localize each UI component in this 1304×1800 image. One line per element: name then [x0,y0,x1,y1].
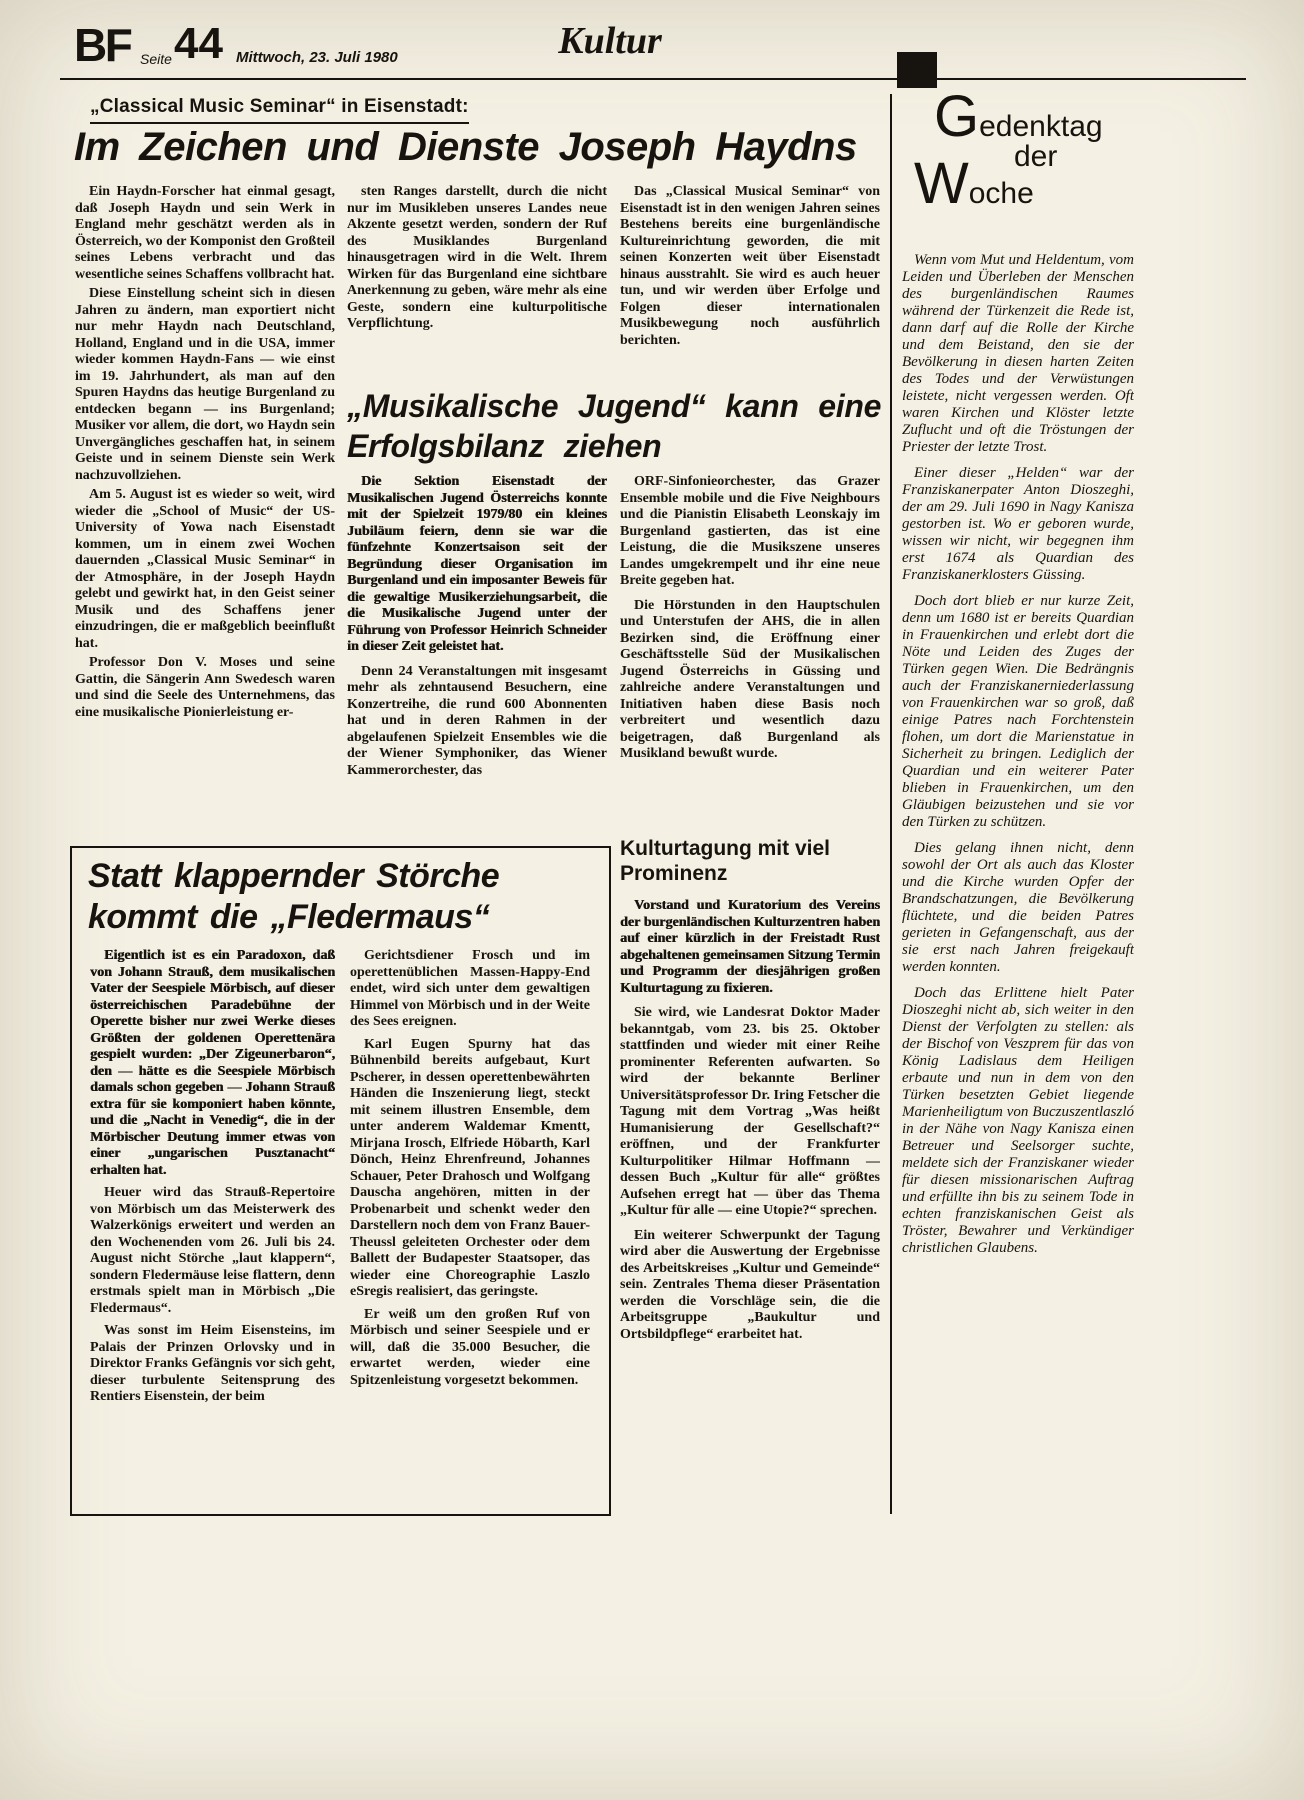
haydn-column-1 [75,184,335,844]
paragraph: Ein Haydn-Forscher hat einmal gesagt, daß Joseph Haydn und sein Werk in England mehr geschätzt werden als in Österreich, wo der Komponist den Großteil seines Lebens verbracht und das wesentliche seines Schaffens vollbracht hat. [75,184,335,282]
paragraph: Eigentlich ist es ein Paradoxon, daß von Johann Strauß, dem musikalischen Vater der Seespiele Mörbisch, auf dieser österreichischen Paradebühne der Operette bisher nur zwei Werke dieses Größten der goldenen Operettenära gespielt wurden: „Der Zigeunerbaron“, den — hätte es die Seespiele Mörbisch damals schon gegeben — Johann Strauß extra für sie komponiert haben könnte, und die „Nacht in Venedig“, die in der Mörbischer Deutung immer etwas von einer „ungarischen Pusztanacht“ erhalten hat. [90,948,335,1178]
haydn-kicker: „Classical Music Seminar“ in Eisenstadt: [90,96,469,124]
jugend-column-2 [620,474,880,834]
section-title: Kultur [558,20,662,62]
paragraph: Denn 24 Veranstaltungen mit insgesamt mehr als zehntausend Besuchern, eine Konzertreihe, die rund 600 Abonnenten hat und in deren Rahmen in der abgelaufenen Spielzeit Ensembles wie die der Wiener Symphoniker, das Wiener Kammerorchester, das [347,663,607,778]
paragraph: Heuer wird das Strauß-Repertoire von Mörbisch um das Meisterwerk des Walzerkönigs erweitert und werden an den Wochenenden vom 26. Juli bis 24. August nicht Störche „laut klappern“, sondern Fledermäuse leise flattern, denn erstmals spielt man in Mörbisch „Die Fledermaus“. [90,1185,335,1316]
gedenktag-logo-line2: der [1014,140,1058,173]
paragraph: Sie wird, wie Landesrat Doktor Mader bekanntgab, vom 23. bis 25. Oktober stattfinden und wieder mit einer Reihe prominenter Referenten aufwarten. So wird der bekannte Berliner Universitätsprofessor Dr. Iring Fetscher die Tagung mit dem Vortrag „Was heißt Humanisierung der Gesellschaft?“ eröffnen, und der Frankfurter Kulturpolitiker Hilmar Hoffmann — dessen Buch „Kultur für alle“ größtes Aufsehen erregt hat — über das Thema „Kultur für alle — eine Utopie?“ sprechen. [620,1005,880,1218]
page-number: 44 [174,19,223,68]
paragraph: ORF-Sinfonieorchester, das Grazer Ensemble mobile und die Five Neighbours und die Pianistin Elisabeth Leonskajy im Burgenland gastierten, das ist eine Leistung, die die Musikszene unseres Landes umgekrempelt und ihr eine neue Breite gegeben hat. [620,474,880,588]
paragraph: Doch dort blieb er nur kurze Zeit, denn um 1680 ist er bereits Quardian in Frauenkirchen und erlebt dort die Nöte und Leiden des Zuges der Türken gegen Wien. Die Bedrängnis auch der Franziskanerniederlassung von Frauenkirchen war so groß, daß einige Patres nach Forchtenstein flohen, um dort die Marienstatue in Sicherheit zu bringen. Lediglich der Quardian und ein weiterer Pater blieben in Frauenkirchen, um den Gläubigen beizustehen und sie vor den Türken zu schützen. [902,593,1134,830]
gedenktag-logo-line3: Woche [914,151,1034,216]
paragraph: Vorstand und Kuratorium des Vereins der burgenländischen Kulturzentren haben auf einer kürzlich in der Freistadt Rust abgehaltenen gemeinsamen Sitzung Termin und Programm der diesjährigen großen Kulturtagung zu fixieren. [620,898,880,996]
paragraph: Was sonst im Heim Eisensteins, im Palais der Prinzen Orlovsky und in Direktor Franks Gefängnis vor sich geht, dieser turbulente Seitensprung des Rentiers Eisenstein, der beim [90,1323,335,1404]
issue-date: Mittwoch, 23. Juli 1980 [236,49,398,66]
paragraph: Karl Eugen Spurny hat das Bühnenbild bereits aufgebaut, Kurt Pscherer, in dessen operettenbewährten Händen die Inszenierung liegt, steckt mit seinem illustren Ensemble, dem unter anderem Waldemar Kmentt, Mirjana Irosch, Elfriede Höbarth, Karl Dönch, Heinz Ehrenfreund, Johannes Schauer, Peter Drahosch und Wolfgang Dauscha angehören, mitten in der Probenarbeit und schenkt weder den Darstellern noch dem von Franz Bauer-Theussl geleiteten Orchester oder dem Ballett der Budapester Staatsoper, das wieder eine Choreographie Laszlo eSregis realisiert, das geringste. [350,1036,590,1299]
paragraph: Die Hörstunden in den Hauptschulen und Unterstufen der AHS, die in allen Bezirken sind, die Eröffnung einer Geschäftsstelle Süd der Musikalischen Jugend Österreichs in Güssing und zahlreiche andere Veranstaltungen und Initiativen haben diese Basis noch verbreitert und wesentlich dazu beigetragen, daß Burgenland als Musikland bewußt wurde. [620,597,880,761]
paragraph: Professor Don V. Moses und seine Gattin, die Sängerin Ann Swedesch waren und sind die Seele des Unternehmens, das eine musikalische Pionierleistung er- [75,655,335,720]
fledermaus-headline-line2: kommt die „Fledermaus“ [88,898,490,936]
fledermaus-column-2 [350,948,590,1500]
kulturtagung-column [620,898,880,1512]
gedenktag-logo [902,84,1140,216]
fledermaus-article-box [70,846,611,1516]
jugend-column-1 [347,474,607,834]
paragraph: Einer dieser „Helden“ war der Franziskanerpater Anton Dioszeghi, der am 29. Juli 1690 in Nagy Kanisza gestorben ist. Wo er geboren wurde, wissen wir nicht, wir begegnen ihm erst 1674 als Quardian des Franziskanerklosters Güssing. [902,465,1134,583]
haydn-column-2 [347,184,607,382]
paragraph: sten Ranges darstellt, durch die nicht nur im Musikleben unseres Landes neue Akzente gesetzt werden, sondern der Ruf des Musiklandes Burgenland hinausgetragen wird in die Welt. Ihrem Wirken für das Burgenland eine sichtbare Anerkennung zu geben, wäre mehr als eine Geste, sondern eine kulturpolitische Verpflichtung. [347,184,607,331]
paragraph: Am 5. August ist es wieder so weit, wird wieder die „School of Music“ der US-University of Yowa nach Eisenstadt kommen, um in einem zwei Wochen dauernden „Classical Music Seminar“ in der Atmosphäre, in der Joseph Haydn gelebt und gewirkt hat, in den Geist seiner Musik und des Schaffens jener einzudringen, die er maßgeblich beeinflußt hat. [75,487,335,651]
gedenktag-column [902,252,1134,1508]
masthead-rule [60,78,1246,80]
paragraph: Die Sektion Eisenstadt der Musikalischen Jugend Österreichs konnte mit der Spielzeit 1979/80 ein kleines Jubiläum feiern, denn sie war die fünfzehnte Konzertsaison seit der Begründung dieser Organisation im Burgenland und ein imposanter Beweis für die gewaltige Musikerziehungsarbeit, die die Musikalische Jugend unter der Führung von Professor Heinrich Schneider in dieser Zeit geleistet hat. [347,474,607,654]
paragraph: Doch das Erlittene hielt Pater Dioszeghi nicht ab, sich weiter in den Dienst der Verfolgten zu stellen: als der Bischof von Veszprem für das von König Ladislaus dem Heiligen erbaute und nun in dem von den Türken besetzten Gebiet liegende Marienheiligtum von Buczuszentlaszló in der Nähe von Nagy Kanisza einen Betreuer und Seelsorger suchte, meldete sich der Franziskaner wieder für diesen missionarischen Auftrag und erfüllte ihn bis zu seinem Tode in echten franziskanischen Geist als Tröster, Bewahrer und Verkündiger christlichen Glaubens. [902,985,1134,1256]
fledermaus-headline-line1: Statt klappernder Störche [88,857,500,895]
seite-label: Seite [140,51,172,67]
fledermaus-headline [88,856,596,938]
black-print-mark [897,52,937,88]
gedenktag-divider-rule [890,94,892,1514]
gedenktag-logo-line1: Gedenktag [934,84,1103,149]
jugend-headline: „Musikalische Jugend“ kann eine Erfolgsbilanz ziehen [347,388,882,464]
haydn-headline: Im Zeichen und Dienste Joseph Haydns [74,125,857,169]
paragraph: Diese Einstellung scheint sich in diesen Jahren zu ändern, man exportiert nicht nur mehr Haydn nach Deutschland, Holland, England und in die USA, immer wieder kommen Haydn-Fans — wie einst im 19. Jahrhundert, als man auf den Spuren Haydns das heutige Burgenland zu entdecken begann — ins Burgenland; Musiker vor allem, die dort, wo Haydn sein Unvergängliches geschaffen hat, in seinem Geiste und in seinem Dienste sein Werk nachzuvollziehen. [75,286,335,483]
paragraph: Dies gelang ihnen nicht, denn sowohl der Ort als auch das Kloster und die Kirche wurden Opfer der Brandschatzungen, die Bevölkerung flüchtete, und die beiden Patres gerieten in Gefangenschaft, aus der sie erst nach Jahren freigekauft werden konnten. [902,840,1134,975]
paragraph: Wenn vom Mut und Heldentum, vom Leiden und Überleben der Menschen des burgenländischen Raumes während der Türkenzeit die Rede ist, dann darf auf die Rolle der Kirche und dem Beistand, den sie der Bevölkerung in diesen harten Zeiten des Todes und der Verwüstungen leistete, nicht vergessen werden. Oft waren Kirchen und Klöster letzte Zuflucht und oft die Tröstungen der Priester der letzte Trost. [902,252,1134,455]
newspaper-logo: BF [74,19,131,71]
kulturtagung-headline: Kulturtagung mit viel Prominenz [620,837,830,885]
paragraph: Gerichtsdiener Frosch und im operettenüblichen Massen-Happy-End endet, wird sich unter dem gewaltigen Himmel von Mörbisch und in der Weite des Sees ereignen. [350,948,590,1029]
paragraph: Ein weiterer Schwerpunkt der Tagung wird aber die Auswertung der Ergebnisse des Arbeitskreises „Kultur und Gemeinde“ sein. Zentrales Thema dieser Präsentation werden die Vorschläge sein, die die Arbeitsgruppe „Baukultur und Ortsbildpflege“ erarbeitet hat. [620,1227,880,1342]
paragraph: Er weiß um den großen Ruf von Mörbisch und seiner Seespiele und er will, daß die 35.000 Besucher, die erwartet werden, wieder eine Spitzenleistung vorgesetzt bekommen. [350,1306,590,1388]
fledermaus-column-1 [90,948,335,1500]
paragraph: Das „Classical Musical Seminar“ von Eisenstadt ist in den wenigen Jahren seines Bestehens bereits eine burgenländische Kultureinrichtung geworden, die mit seinen Konzerten weit über Eisenstadt hinaus ausstrahlt. Sie wird es auch heuer tun, und wir werden über Erfolge und Folgen dieser internationalen Musikbewegung noch ausführlich berichten. [620,184,880,348]
haydn-column-3 [620,184,880,382]
